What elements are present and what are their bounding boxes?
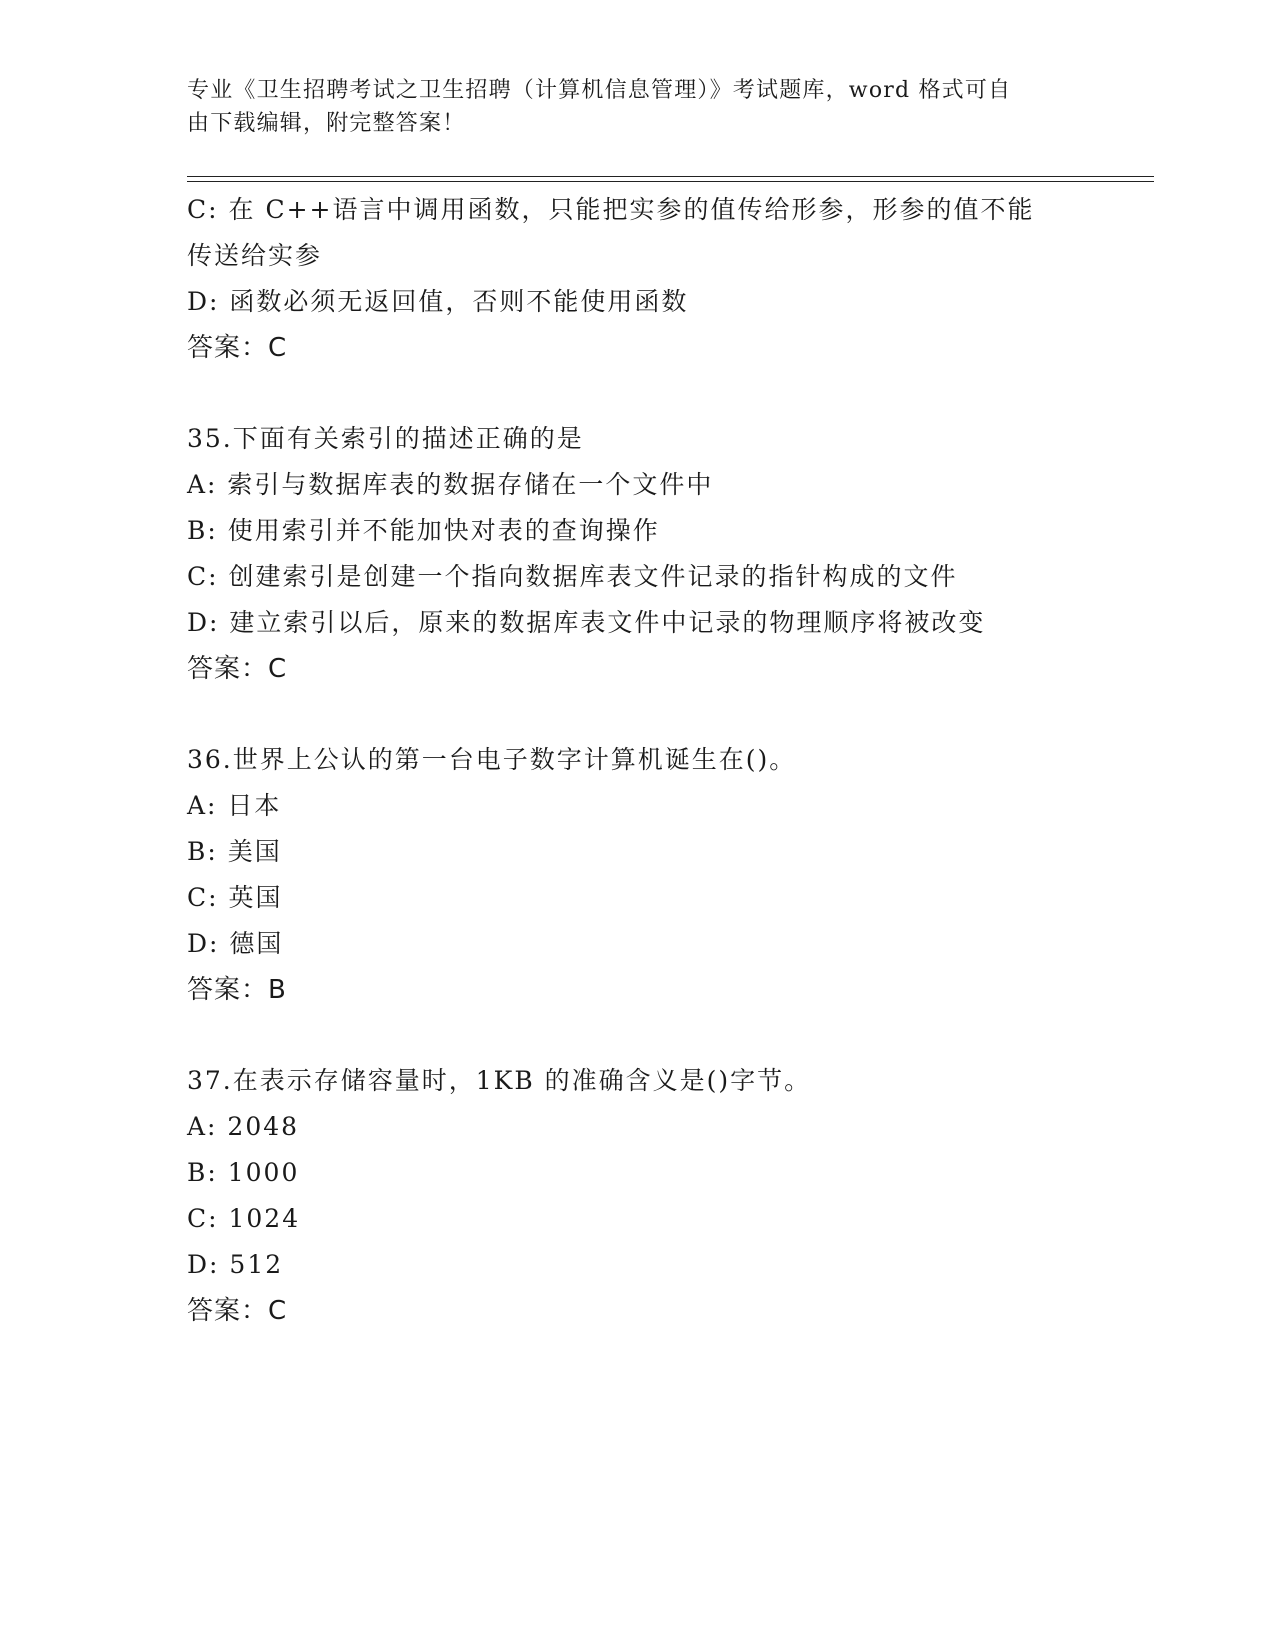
option-b: B: 1000 bbox=[187, 1158, 300, 1187]
option-a: A: 日本 bbox=[187, 791, 282, 820]
question-34-continued bbox=[187, 187, 1087, 371]
option-c: C: 1024 bbox=[187, 1204, 301, 1233]
option-c: C: 英国 bbox=[187, 883, 283, 912]
header-line-2: 由下载编辑，附完整答案！ bbox=[187, 111, 466, 136]
question-title: 36.世界上公认的第一台电子数字计算机诞生在()。 bbox=[187, 745, 797, 774]
option-c-line-2: 传送给实参 bbox=[187, 241, 323, 270]
question-35 bbox=[187, 416, 1087, 692]
spacer bbox=[187, 371, 1087, 416]
option-d: D: 德国 bbox=[187, 929, 284, 958]
question-list bbox=[187, 187, 1087, 1334]
answer: 答案：C bbox=[187, 1296, 288, 1326]
option-d: D: 512 bbox=[187, 1250, 284, 1279]
option-c-line-1: C: 在 C++语言中调用函数，只能把实参的值传给形参，形参的值不能 bbox=[187, 195, 1035, 224]
answer: 答案：B bbox=[187, 975, 287, 1005]
option-a: A: 索引与数据库表的数据存储在一个文件中 bbox=[187, 470, 714, 499]
question-title: 37.在表示存储容量时，1KB 的准确含义是()字节。 bbox=[187, 1066, 812, 1095]
spacer bbox=[187, 1013, 1087, 1058]
option-d: D: 函数必须无返回值，否则不能使用函数 bbox=[187, 287, 689, 316]
option-a: A: 2048 bbox=[187, 1112, 300, 1141]
option-c: C: 创建索引是创建一个指向数据库表文件记录的指针构成的文件 bbox=[187, 562, 958, 591]
answer: 答案：C bbox=[187, 654, 288, 684]
header-rule-top bbox=[187, 176, 1154, 177]
question-36 bbox=[187, 737, 1087, 1013]
option-b: B: 美国 bbox=[187, 837, 282, 866]
question-title: 35.下面有关索引的描述正确的是 bbox=[187, 424, 584, 453]
answer: 答案：C bbox=[187, 333, 288, 363]
header-rule-bottom bbox=[187, 181, 1154, 182]
header-line-1: 专业《卫生招聘考试之卫生招聘（计算机信息管理）》考试题库，word 格式可自 bbox=[187, 78, 1012, 103]
option-d: D: 建立索引以后，原来的数据库表文件中记录的物理顺序将被改变 bbox=[187, 608, 986, 637]
option-b: B: 使用索引并不能加快对表的查询操作 bbox=[187, 516, 660, 545]
document-header bbox=[187, 74, 1067, 140]
question-37 bbox=[187, 1058, 1087, 1334]
spacer bbox=[187, 692, 1087, 737]
